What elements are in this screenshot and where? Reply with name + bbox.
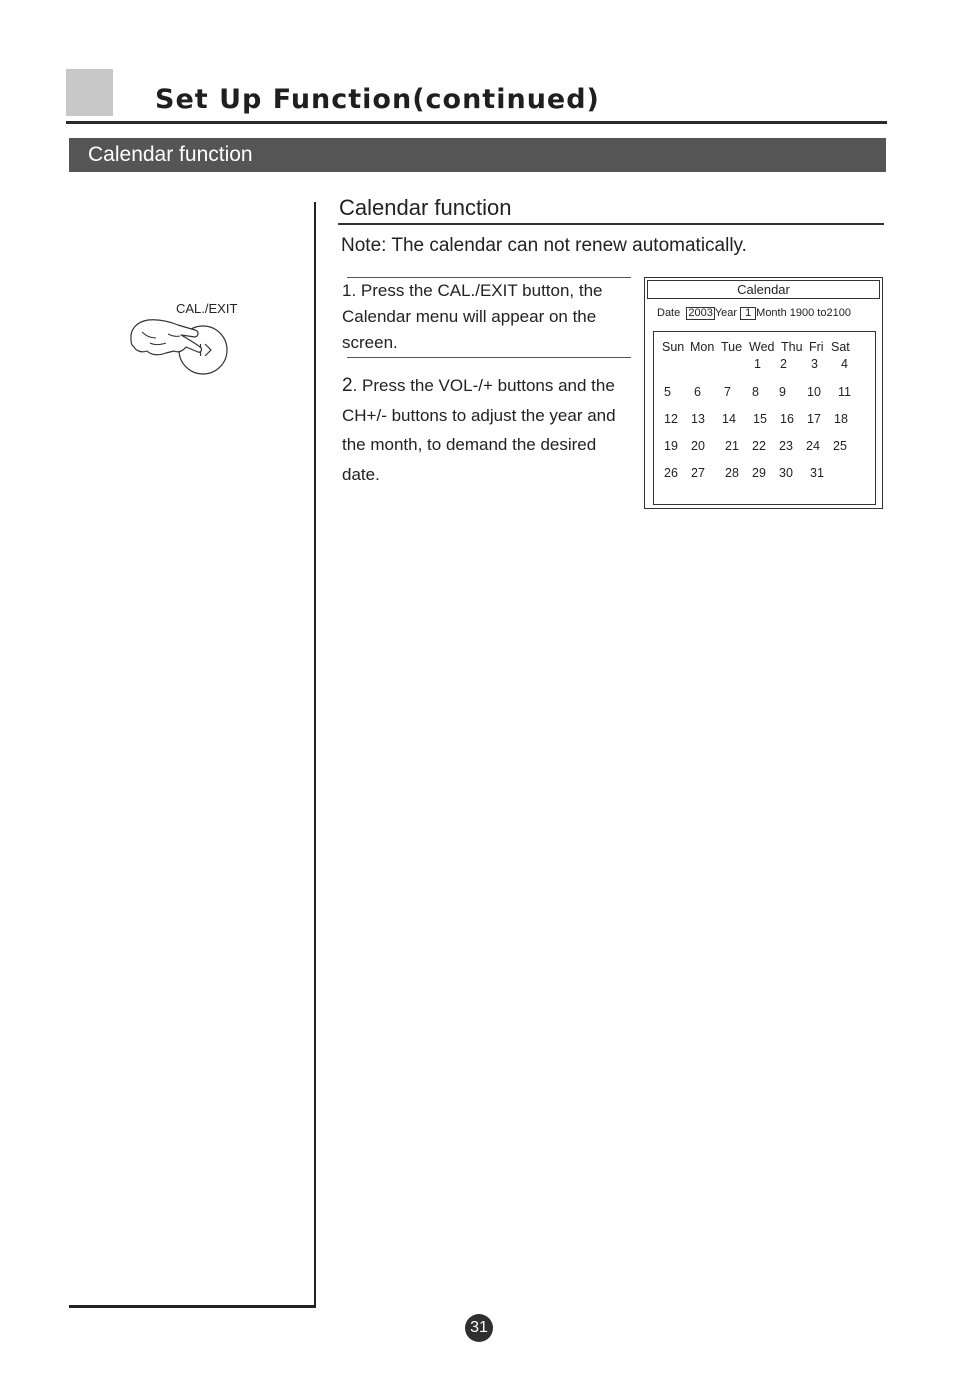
remote-button-triangle-glyph [205,344,211,356]
page-number-badge: 31 [465,1314,493,1342]
calendar-date-label: Date [657,307,681,319]
calendar-day-18: 18 [834,412,848,426]
calendar-day-22: 22 [752,439,766,453]
calendar-day-6: 6 [694,385,701,399]
calendar-day-26: 26 [664,466,678,480]
page-title: Set Up Function(continued) [155,84,600,115]
content-heading: Calendar function [339,195,512,220]
calendar-day-23: 23 [779,439,793,453]
calendar-month-value: 1 [740,307,756,320]
calendar-day-4: 4 [841,357,848,371]
calendar-day-9: 9 [779,385,786,399]
section-header-label: Calendar function [88,143,253,166]
calendar-day-8: 8 [752,385,759,399]
calendar-day-1: 1 [754,357,761,371]
left-column-bottom-rule [69,1305,316,1308]
weekday-header-sun: Sun [662,340,685,354]
weekday-header-tue: Tue [721,340,743,354]
calendar-day-15: 15 [753,412,767,426]
calendar-day-20: 20 [691,439,705,453]
title-underline [66,121,887,124]
weekday-header-mon: Mon [690,340,715,354]
calendar-days-grid [653,331,876,505]
calendar-year-value: 2003 [688,307,713,319]
calendar-day-30: 30 [779,466,793,480]
step-divider-rule [347,357,631,358]
cal-exit-button-label: CAL./EXIT [176,301,238,316]
calendar-day-12: 12 [664,412,678,426]
calendar-day-5: 5 [664,385,671,399]
calendar-day-28: 28 [725,466,739,480]
calendar-day-14: 14 [722,412,736,426]
hand-outline [131,320,202,355]
step-2-number: 2 [342,375,353,396]
corner-decoration-block [66,69,113,116]
calendar-day-7: 7 [724,385,731,399]
step-1-body: . Press the CAL./EXIT button, the Calendar menu will appear on the screen. [342,281,603,352]
step-2-body: . Press the VOL-/+ buttons and the CH+/- buttons to adjust the year and the month, to demand the desired date. [342,376,616,485]
calendar-date-row [657,307,851,320]
step-2-text [342,371,634,490]
calendar-day-19: 19 [664,439,678,453]
calendar-day-24: 24 [806,439,820,453]
content-heading-rule [338,223,884,225]
column-divider [314,202,316,1308]
calendar-day-11: 11 [838,385,851,399]
calendar-day-2: 2 [780,357,787,371]
calendar-day-29: 29 [752,466,766,480]
weekday-header-thu: Thu [781,340,803,354]
hand-pressing-button-icon [128,314,230,376]
step-1-number: 1 [342,281,352,300]
calendar-screen-illustration [644,277,883,509]
calendar-year-label: Year [714,307,738,319]
calendar-day-17: 17 [807,412,821,426]
calendar-day-21: 21 [725,439,739,453]
calendar-day-3: 3 [811,357,818,371]
weekday-header-wed: Wed [749,340,775,354]
weekday-header-sat: Sat [831,340,850,354]
calendar-day-25: 25 [833,439,847,453]
calendar-day-31: 31 [810,466,824,480]
note-text: Note: The calendar can not renew automatically. [341,235,747,256]
calendar-day-10: 10 [807,385,821,399]
calendar-day-16: 16 [780,412,794,426]
calendar-day-13: 13 [691,412,705,426]
step-1-text [342,278,632,356]
weekday-header-fri: Fri [809,340,824,354]
calendar-title: Calendar [647,280,880,299]
calendar-month-label: Month 1900 to2100 [756,307,851,319]
section-header-bar [69,138,886,172]
calendar-day-27: 27 [691,466,705,480]
